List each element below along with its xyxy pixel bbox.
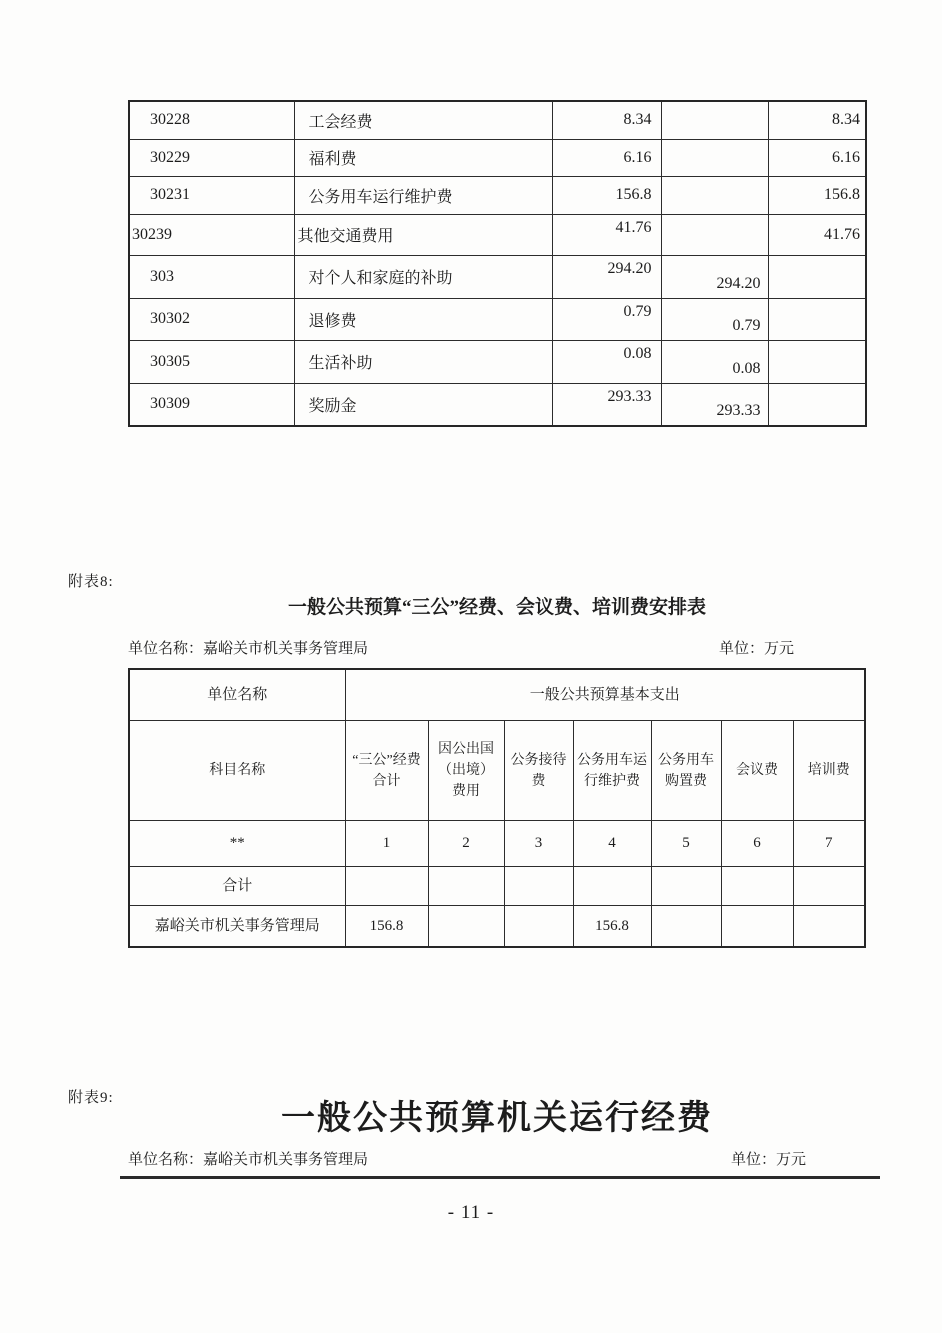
horizontal-rule — [120, 1176, 880, 1179]
header-span-cell: 一般公共预算基本支出 — [345, 669, 865, 721]
total-label-cell: 合计 — [129, 867, 345, 906]
attachment9-unit-line — [128, 1148, 866, 1169]
value-cell: 293.33 — [552, 383, 661, 426]
total-value-cell — [504, 867, 573, 906]
table-row — [129, 101, 866, 139]
column-header-cell: 公务用车运行维护费 — [573, 721, 651, 821]
header-subject-cell: 科目名称 — [129, 721, 345, 821]
unit-label: 单位：万元 — [718, 641, 794, 657]
value-cell: 294.20 — [661, 256, 768, 299]
value-cell: 293.33 — [661, 383, 768, 426]
value-cell — [768, 341, 866, 384]
value-cell: 156.8 — [552, 177, 661, 215]
attachment8-unit-line — [128, 637, 866, 658]
table-row — [129, 139, 866, 177]
column-header-cell: 培训费 — [793, 721, 865, 821]
value-cell — [661, 177, 768, 215]
total-value-cell — [793, 867, 865, 906]
code-cell: 30229 — [129, 139, 294, 177]
attachment8-label: 附表8: — [68, 574, 114, 590]
table-row — [129, 341, 866, 384]
value-cell: 6.16 — [768, 139, 866, 177]
total-value-cell — [428, 867, 504, 906]
code-cell: 30228 — [129, 101, 294, 139]
unit-name-label: 单位名称：嘉峪关市机关事务管理局 — [128, 1152, 369, 1168]
unit-label: 单位：万元 — [730, 1152, 806, 1168]
value-cell: 6.16 — [552, 139, 661, 177]
code-cell: 303 — [129, 256, 294, 299]
index-row — [129, 821, 865, 867]
name-cell: 对个人和家庭的补助 — [294, 256, 552, 299]
sangong-expense-table — [128, 668, 866, 948]
index-cell: 7 — [793, 821, 865, 867]
table-row — [129, 214, 866, 256]
index-cell: ** — [129, 821, 345, 867]
index-cell: 2 — [428, 821, 504, 867]
value-cell — [768, 383, 866, 426]
unit-name-cell: 嘉峪关市机关事务管理局 — [129, 906, 345, 948]
value-cell: 0.08 — [661, 341, 768, 384]
page-number: - 11 - — [447, 1202, 495, 1223]
value-cell — [661, 101, 768, 139]
value-cell: 0.79 — [552, 298, 661, 341]
table-row — [129, 298, 866, 341]
table-row — [129, 256, 866, 299]
index-cell: 5 — [651, 821, 721, 867]
index-cell: 6 — [721, 821, 793, 867]
value-cell: 8.34 — [552, 101, 661, 139]
code-cell: 30239 — [129, 214, 294, 256]
value-cell — [768, 298, 866, 341]
total-value-cell — [651, 867, 721, 906]
table-row — [129, 383, 866, 426]
table-row — [129, 177, 866, 215]
table-header-row — [129, 669, 865, 721]
value-cell: 294.20 — [552, 256, 661, 299]
total-value-cell — [721, 867, 793, 906]
total-value-cell — [573, 867, 651, 906]
data-value-cell — [721, 906, 793, 948]
data-value-cell — [651, 906, 721, 948]
header-unit-name-cell: 单位名称 — [129, 669, 345, 721]
index-cell: 1 — [345, 821, 428, 867]
column-header-cell: “三公”经费合计 — [345, 721, 428, 821]
name-cell: 福利费 — [294, 139, 552, 177]
value-cell — [661, 139, 768, 177]
unit-name-label: 单位名称：嘉峪关市机关事务管理局 — [128, 641, 369, 657]
total-row — [129, 867, 865, 906]
table-header-row — [129, 721, 865, 821]
attachment8-title: 一般公共预算“三公”经费、会议费、培训费安排表 — [287, 597, 706, 618]
value-cell: 8.34 — [768, 101, 866, 139]
data-value-cell — [428, 906, 504, 948]
data-value-cell — [504, 906, 573, 948]
name-cell: 奖励金 — [294, 383, 552, 426]
code-cell: 30231 — [129, 177, 294, 215]
value-cell: 41.76 — [768, 214, 866, 256]
attachment9-label: 附表9: — [68, 1090, 114, 1106]
name-cell: 其他交通费用 — [294, 214, 552, 256]
attachment9-title: 一般公共预算机关运行经费 — [281, 1100, 713, 1137]
name-cell: 工会经费 — [294, 101, 552, 139]
total-value-cell — [345, 867, 428, 906]
column-header-cell: 公务用车购置费 — [651, 721, 721, 821]
name-cell: 公务用车运行维护费 — [294, 177, 552, 215]
value-cell — [661, 214, 768, 256]
name-cell: 退修费 — [294, 298, 552, 341]
budget-continuation-table — [128, 100, 867, 427]
code-cell: 30309 — [129, 383, 294, 426]
index-cell: 3 — [504, 821, 573, 867]
data-row — [129, 906, 865, 948]
code-cell: 30302 — [129, 298, 294, 341]
value-cell: 0.08 — [552, 341, 661, 384]
code-cell: 30305 — [129, 341, 294, 384]
data-value-cell: 156.8 — [573, 906, 651, 948]
column-header-cell: 因公出国（出境）费用 — [428, 721, 504, 821]
value-cell: 41.76 — [552, 214, 661, 256]
column-header-cell: 会议费 — [721, 721, 793, 821]
data-value-cell: 156.8 — [345, 906, 428, 948]
value-cell: 156.8 — [768, 177, 866, 215]
data-value-cell — [793, 906, 865, 948]
name-cell: 生活补助 — [294, 341, 552, 384]
index-cell: 4 — [573, 821, 651, 867]
value-cell — [768, 256, 866, 299]
column-header-cell: 公务接待费 — [504, 721, 573, 821]
value-cell: 0.79 — [661, 298, 768, 341]
